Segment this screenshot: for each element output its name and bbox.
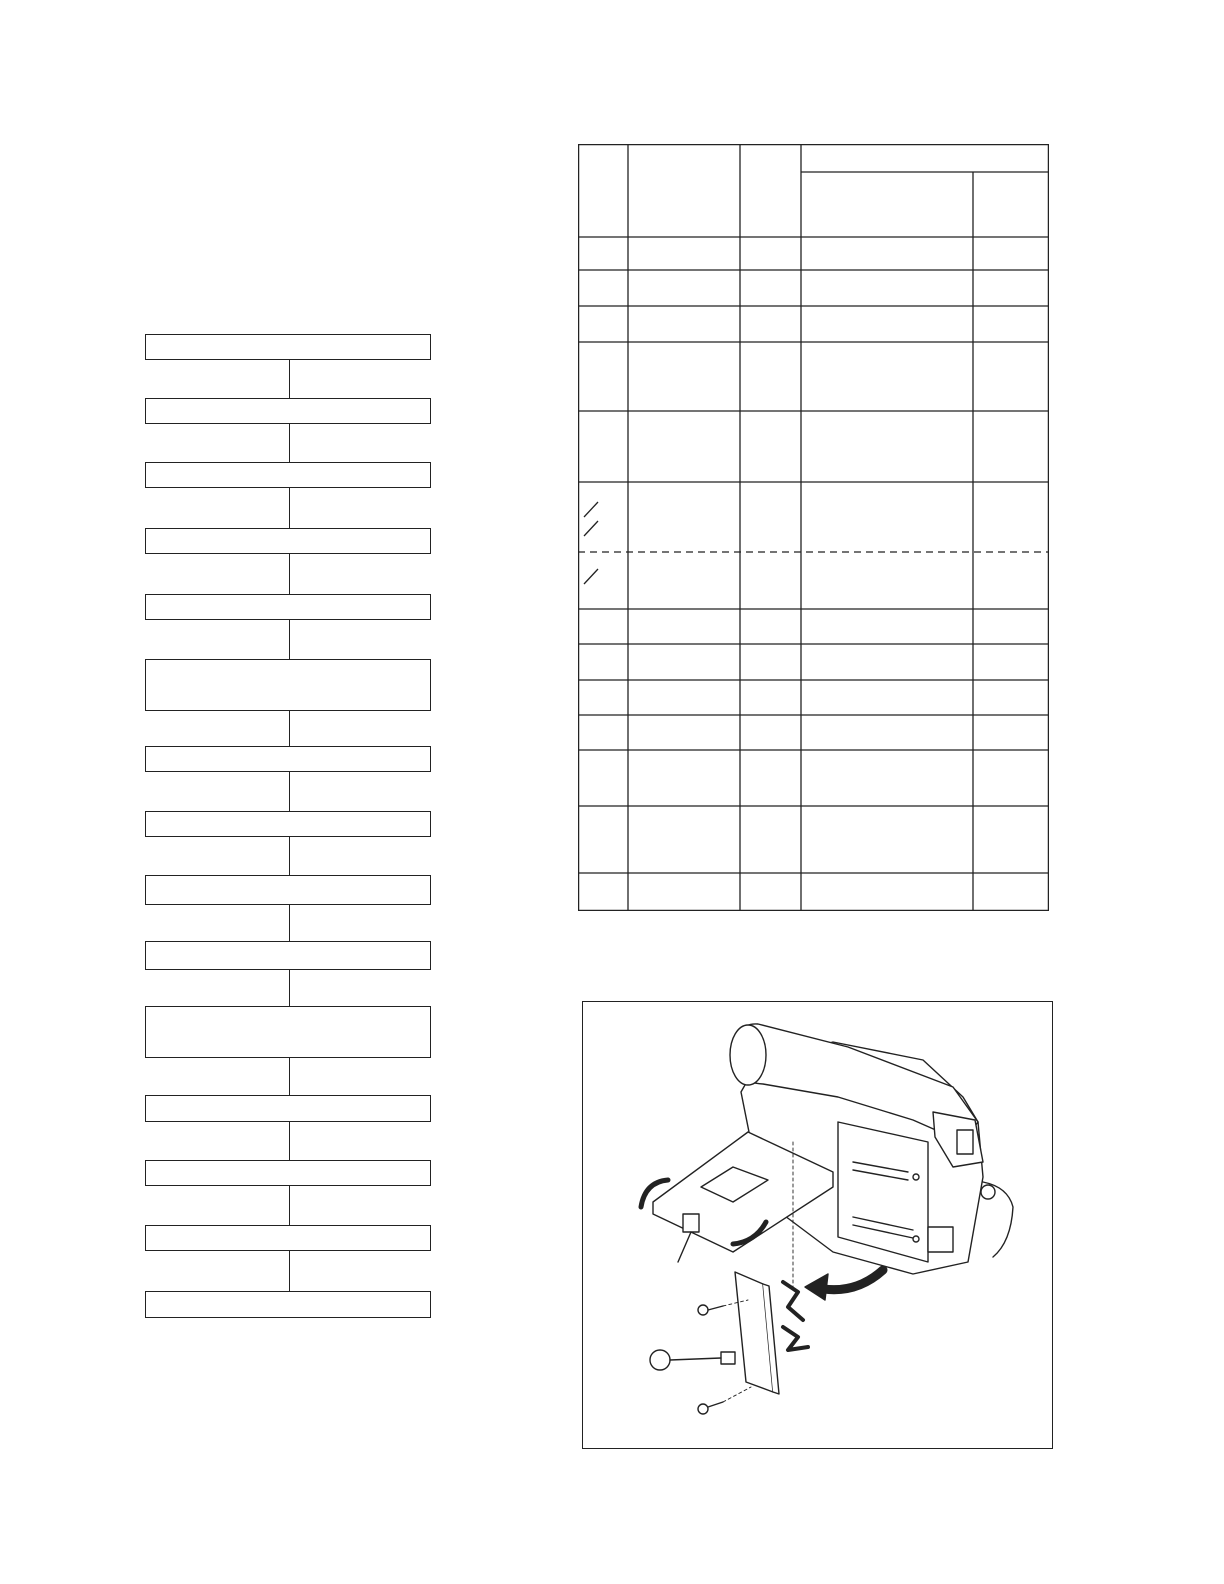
screw-shaft <box>708 1402 723 1407</box>
strap-ring <box>981 1185 995 1199</box>
flow-step-8 <box>145 811 431 837</box>
flow-connector <box>289 360 290 398</box>
slash-mark <box>584 569 598 584</box>
screw-hole <box>913 1174 919 1180</box>
flow-step-4 <box>145 528 431 554</box>
flow-step-10 <box>145 941 431 970</box>
flow-connector <box>289 1251 290 1291</box>
flow-connector <box>289 554 290 594</box>
flow-connector <box>289 772 290 811</box>
eyepiece-window <box>957 1130 973 1154</box>
flow-connector <box>289 905 290 941</box>
flow-step-5 <box>145 594 431 620</box>
flow-step-7 <box>145 746 431 772</box>
flow-connector <box>289 970 290 1006</box>
flow-step-3 <box>145 462 431 488</box>
flow-step-14 <box>145 1225 431 1251</box>
screw-shaft <box>708 1306 723 1310</box>
figure-frame <box>582 1001 1053 1449</box>
slash-mark <box>584 521 598 536</box>
flow-step-13 <box>145 1160 431 1186</box>
insert-arrow-head <box>805 1274 828 1300</box>
flow-connector <box>289 620 290 659</box>
flow-step-15 <box>145 1291 431 1318</box>
board-tab <box>721 1352 735 1364</box>
callout-circle <box>650 1350 670 1370</box>
flow-connector <box>289 837 290 875</box>
flow-connector <box>289 1122 290 1160</box>
flow-step-6 <box>145 659 431 711</box>
flow-connector <box>289 488 290 528</box>
table-outline <box>579 145 1049 911</box>
flow-step-11 <box>145 1006 431 1058</box>
screw <box>698 1305 708 1315</box>
flow-step-2 <box>145 398 431 424</box>
speaker-grille <box>928 1227 953 1252</box>
zigzag-arrow <box>783 1327 808 1350</box>
screw <box>698 1404 708 1414</box>
screw-hole <box>913 1236 919 1242</box>
flow-connector <box>289 1186 290 1225</box>
flow-step-9 <box>145 875 431 905</box>
flow-step-12 <box>145 1095 431 1122</box>
lens-front <box>730 1025 766 1085</box>
camcorder-illustration <box>583 1002 1052 1448</box>
leader-line <box>678 1232 691 1262</box>
slash-mark <box>584 502 598 517</box>
alignment-line <box>723 1387 751 1402</box>
disassembly-table <box>578 144 1049 911</box>
flow-connector <box>289 424 290 462</box>
flow-connector <box>289 1058 290 1095</box>
flow-connector <box>289 711 290 746</box>
flow-step-1 <box>145 334 431 360</box>
callout-leader <box>670 1358 721 1360</box>
lcd-latch <box>683 1214 699 1232</box>
